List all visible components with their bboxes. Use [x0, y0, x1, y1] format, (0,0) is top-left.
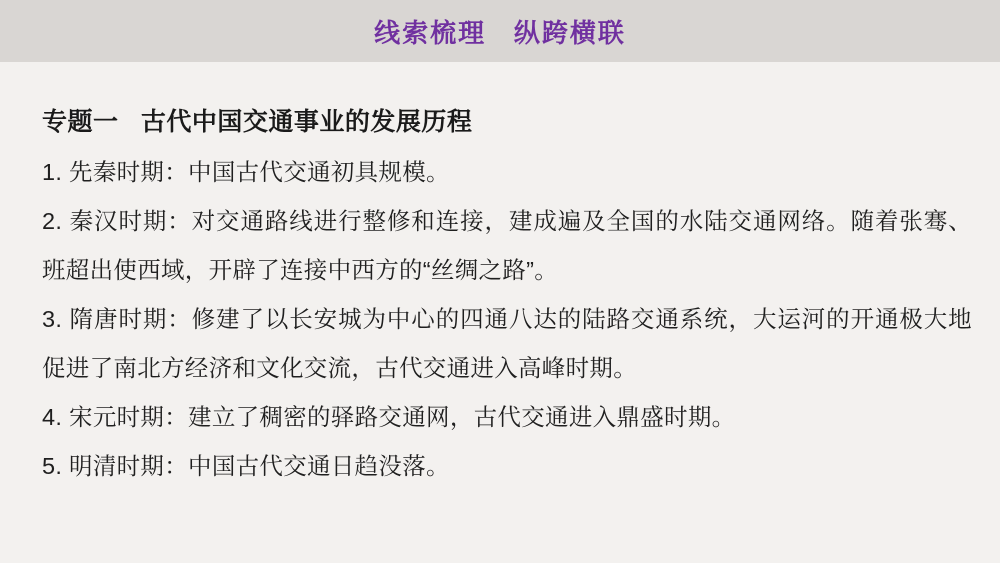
slide-header-band: [0, 0, 1000, 62]
paragraph-2: 2. 秦汉时期：对交通路线进行整修和连接，建成遍及全国的水陆交通网络。随着张骞、班超出使西域，开辟了连接中西方的“丝绸之路”。: [42, 208, 972, 283]
page-title: 线索梳理 纵跨横联: [374, 17, 626, 48]
paragraph-1: 1. 先秦时期：中国古代交通初具规模。: [42, 159, 450, 185]
paragraph-5: 5. 明清时期：中国古代交通日趋没落。: [42, 453, 450, 479]
content-block: [42, 148, 972, 491]
paragraph-3: 3. 隋唐时期：修建了以长安城为中心的四通八达的陆路交通系统，大运河的开通极大地促进了南北方经济和文化交流，古代交通进入高峰时期。: [42, 306, 972, 381]
paragraph-4: 4. 宋元时期：建立了稠密的驿路交通网，古代交通进入鼎盛时期。: [42, 404, 736, 430]
section-title: 专题一 古代中国交通事业的发展历程: [42, 108, 473, 136]
slide-body: [0, 62, 1000, 563]
